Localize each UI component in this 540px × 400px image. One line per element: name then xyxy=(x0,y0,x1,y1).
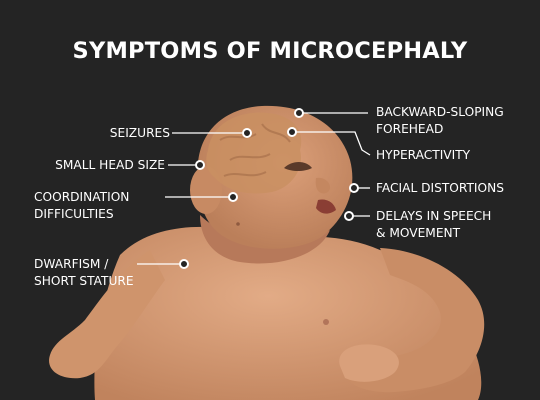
label-delays xyxy=(376,208,491,242)
label-backward-sloping-forehead xyxy=(376,104,504,138)
facial-marker xyxy=(350,184,358,192)
dwarfism-line1: DWARFISM / xyxy=(34,257,109,271)
seizures-text: SEIZURES xyxy=(109,126,170,140)
seizures-marker xyxy=(243,129,251,137)
facial-text: FACIAL DISTORTIONS xyxy=(376,181,504,195)
dwarfism-marker xyxy=(180,260,188,268)
forehead-marker xyxy=(295,109,303,117)
dwarfism-line2: SHORT STATURE xyxy=(34,274,134,288)
label-small-head-size xyxy=(10,157,165,174)
label-facial-distortions xyxy=(376,180,504,197)
coordination-marker xyxy=(229,193,237,201)
speech-line2: & MOVEMENT xyxy=(376,226,461,240)
label-coordination xyxy=(34,189,129,223)
label-hyperactivity xyxy=(376,147,470,164)
page-title: SYMPTOMS OF MICROCEPHALY xyxy=(72,38,468,64)
label-seizures xyxy=(40,125,170,142)
speech-marker xyxy=(345,212,353,220)
hyperactivity-marker xyxy=(288,128,296,136)
small-head-text: SMALL HEAD SIZE xyxy=(55,158,165,172)
coordination-line1: COORDINATION xyxy=(34,190,130,204)
forehead-line1: BACKWARD-SLOPING xyxy=(376,105,504,119)
small-head-marker xyxy=(196,161,204,169)
speech-line1: DELAYS IN SPEECH xyxy=(376,209,492,223)
hyperactivity-text: HYPERACTIVITY xyxy=(376,148,471,162)
coordination-line2: DIFFICULTIES xyxy=(34,207,114,221)
forehead-line2: FOREHEAD xyxy=(376,122,444,136)
label-dwarfism xyxy=(34,256,134,290)
